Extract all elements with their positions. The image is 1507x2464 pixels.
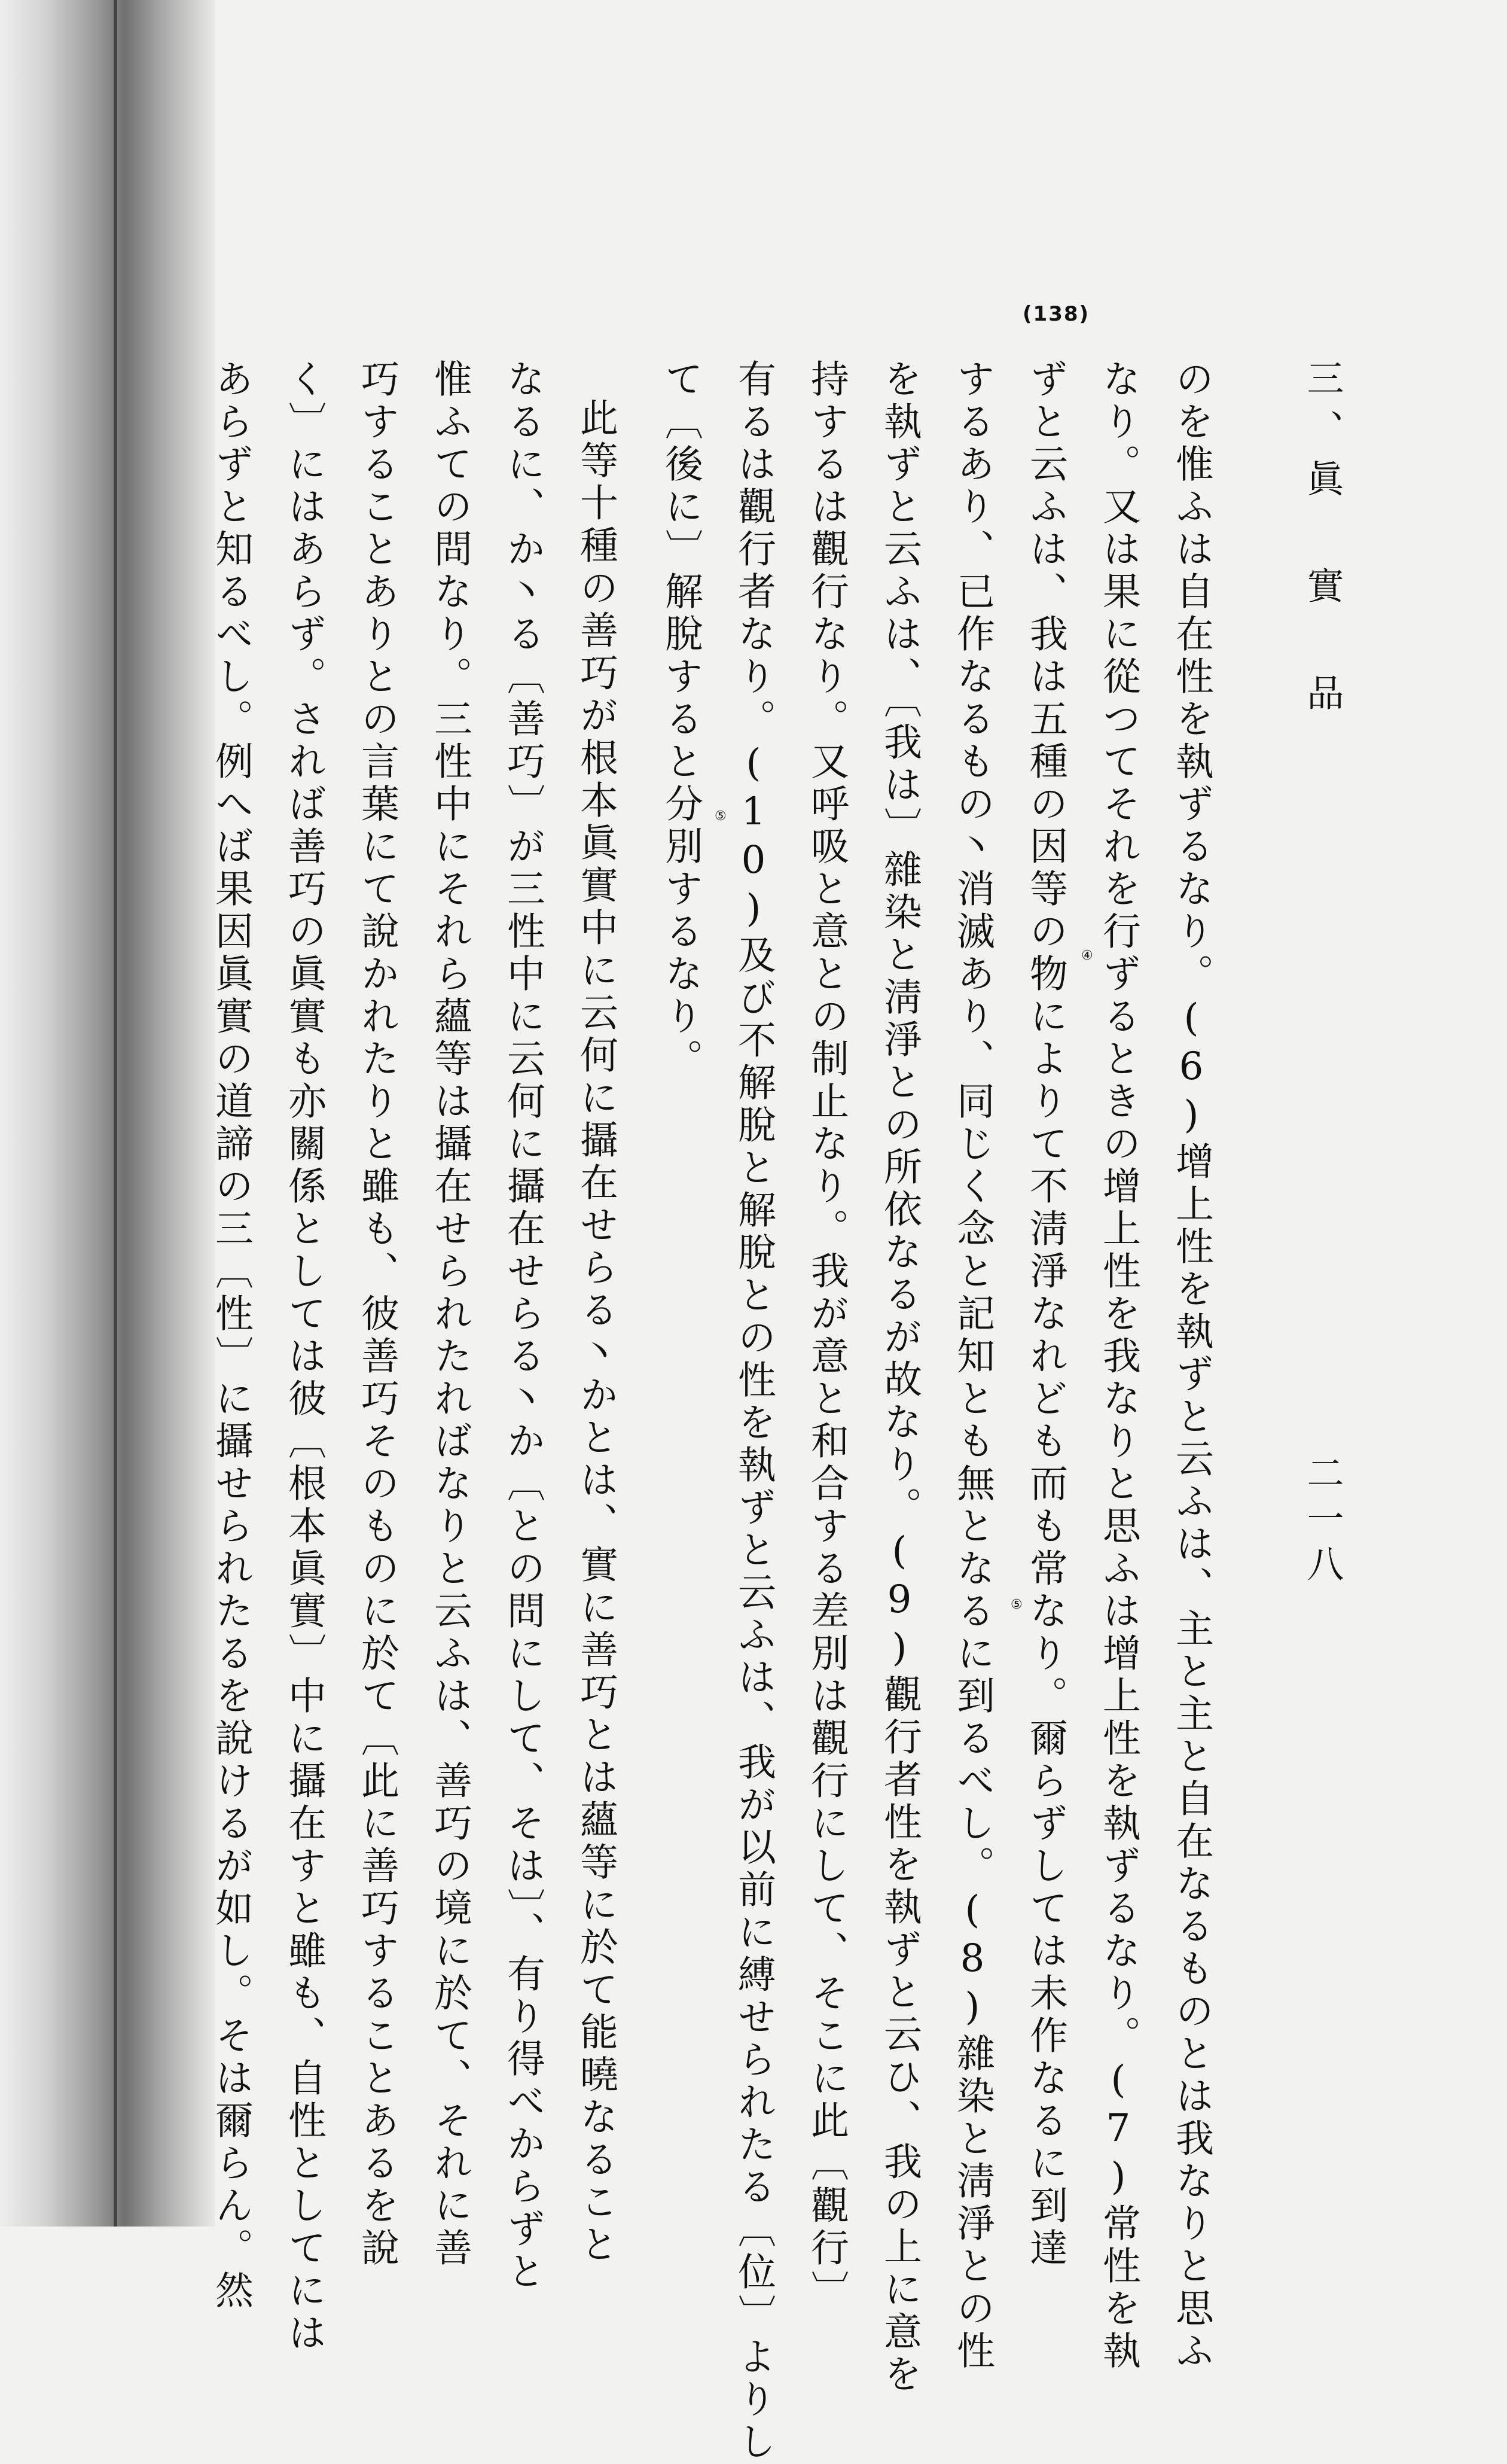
binding-shadow: [0, 0, 215, 2227]
text-line: ずと云ふは、我は五種の因等の物によりて不淸淨なれども而も常なり。爾らずしては未作なるに到達: [1023, 359, 1067, 2270]
footnote-marker: ⑤: [715, 809, 727, 824]
text-line: するあり、已作なるもの丶消滅あり、同じく念と記知とも無となるに到るべし。(8)雜染と淸淨との性: [950, 359, 995, 2373]
text-line: 巧することありとの言葉にて說かれたりと雖も、彼善巧そのものに於て〔此に善巧することあるを說: [355, 359, 399, 2270]
text-line: て〔後に〕解脫すると分別するなり。: [658, 359, 703, 1081]
page-number: (138): [1023, 302, 1090, 326]
folio-number: 二一八: [1301, 1454, 1344, 1590]
running-header-title: 三、眞 實 品: [1301, 359, 1344, 724]
text-line: なるに、か丶る〔善巧〕が三性中に云何に攝在せらる丶か〔との問にして、そは〕、有り得べからずと: [501, 359, 545, 2294]
text-line: 此等十種の善巧が根本眞實中に云何に攝在せらる丶かとは、實に善巧とは蘊等に於て能曉なること: [573, 398, 618, 2267]
text-line: のを惟ふは自在性を執ずるなり。(6)增上性を執ずと云ふは、主と主と自在なるものとは我なりと思ふ: [1169, 359, 1213, 2373]
text-line: なり。又は果に從つてそれを行ずるときの增上性を我なりと思ふは增上性を執ずるなり。(7)常性を執: [1096, 359, 1140, 2373]
text-line: あらずと知るべし。例へば果因眞實の道諦の三〔性〕に攝せられたるを說けるが如し。そは爾らん。然: [209, 359, 253, 2313]
footnote-marker: ④: [1081, 948, 1093, 963]
text-line: 有るは觀行者なり。(10)及び不解脫と解脫との性を執ずと云ふは、我が以前に縛せられたる〔位〕よりし: [731, 359, 776, 2464]
text-line: 持するは觀行なり。又呼吸と意との制止なり。我が意と和合する差別は觀行にして、そこに此〔觀行〕: [804, 359, 849, 2313]
text-line: 惟ふての問なり。三性中にそれら蘊等は攝在せられたればなりと云ふは、善巧の境に於て、それに善: [428, 359, 472, 2270]
binding-fold-line: [114, 0, 117, 2227]
text-line: く〕にはあらず。されば善巧の眞實も亦關係としては彼〔根本眞實〕中に攝在すと雖も、自性としてには: [282, 359, 326, 2355]
footnote-marker: ⑤: [1011, 1597, 1023, 1612]
text-line: を執ずと云ふは、〔我は〕雜染と淸淨との所依なるが故なり。(9)觀行者性を執ずと云ひ、我の上に意を: [877, 359, 922, 2396]
